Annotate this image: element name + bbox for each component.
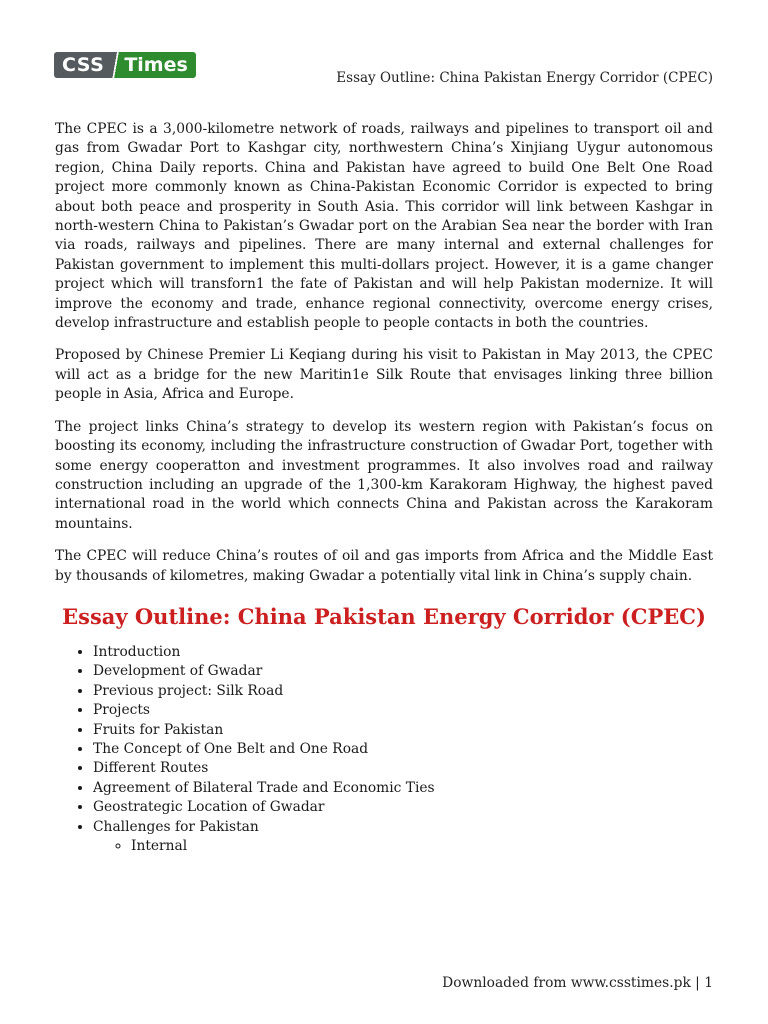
outline-item: • The Concept of One Belt and One Road bbox=[93, 740, 713, 759]
outline-subitem: ◦ Internal bbox=[131, 837, 713, 856]
outline-item: • Geostrategic Location of Gwadar bbox=[93, 798, 713, 817]
outline-item: • Different Routes bbox=[93, 759, 713, 778]
document-body bbox=[55, 120, 713, 856]
outline-item: • Introduction bbox=[93, 643, 713, 662]
outline-item: • Projects bbox=[93, 701, 713, 720]
logo-text-times: Times bbox=[120, 52, 195, 78]
outline-item: • Agreement of Bilateral Trade and Economic Ties bbox=[93, 779, 713, 798]
outline-heading: Essay Outline: China Pakistan Energy Corridor (CPEC) bbox=[62, 603, 706, 629]
paragraph-1: The CPEC is a 3,000-kilometre network of roads, railways and pipelines to transport oil and gas from Gwadar Port to Kashgar city, northwestern China’s Xinjiang Uygur autonomous region, China Daily reports. China and Pakistan have agreed to build One Belt One Road project more commonly known as China-Pakistan Economic Corridor is expected to bring about both peace and prosperity in South Asia. This corridor will link between Kashgar in north-western China to Pakistan’s Gwadar port on the Arabian Sea near the border with Iran via roads, railways and pipelines. There are many internal and external challenges for Pakistan government to implement this multi-dollars project. However, it is a game changer project which will transforn1 the fate of Pakistan and will help Pakistan modernize. It will improve the economy and trade, enhance regional connectivity, overcome energy crises, develop infrastructure and establish people to people contacts in both the countries. bbox=[55, 121, 713, 332]
paragraph-2: Proposed by Chinese Premier Li Keqiang during his visit to Pakistan in May 2013, the CPEC will act as a bridge for the new Maritin1e Silk Route that envisages linking three billion people in Asia, Africa and Europe. bbox=[55, 347, 713, 403]
outline-item: • Fruits for Pakistan bbox=[93, 721, 713, 740]
logo-text-css: CSS bbox=[54, 52, 110, 78]
logo-slash bbox=[110, 52, 120, 78]
outline-list bbox=[55, 643, 713, 856]
outline-sublist bbox=[93, 837, 713, 856]
outline-item-label: Challenges for Pakistan bbox=[93, 818, 259, 835]
page-footer: Downloaded from www.csstimes.pk | 1 bbox=[442, 975, 713, 991]
csstimes-logo bbox=[54, 52, 196, 78]
outline-item: • Development of Gwadar bbox=[93, 662, 713, 681]
running-header-title: Essay Outline: China Pakistan Energy Corridor (CPEC) bbox=[336, 70, 713, 86]
paragraph-4: The CPEC will reduce China’s routes of oil and gas imports from Africa and the Middle East by thousands of kilometres, making Gwadar a potentially vital link in China’s supply chain. bbox=[55, 548, 713, 584]
outline-item: • Previous project: Silk Road bbox=[93, 682, 713, 701]
paragraph-3: The project links China’s strategy to develop its western region with Pakistan’s focus on boosting its economy, including the infrastructure construction of Gwadar Port, together with some energy cooperatton and investment programmes. It also involves road and railway construction including an upgrade of the 1,300-km Karakoram Highway, the highest paved international road in the world which connects China and Pakistan across the Karakoram mountains. bbox=[55, 418, 713, 532]
outline-item-challenges bbox=[93, 818, 713, 857]
